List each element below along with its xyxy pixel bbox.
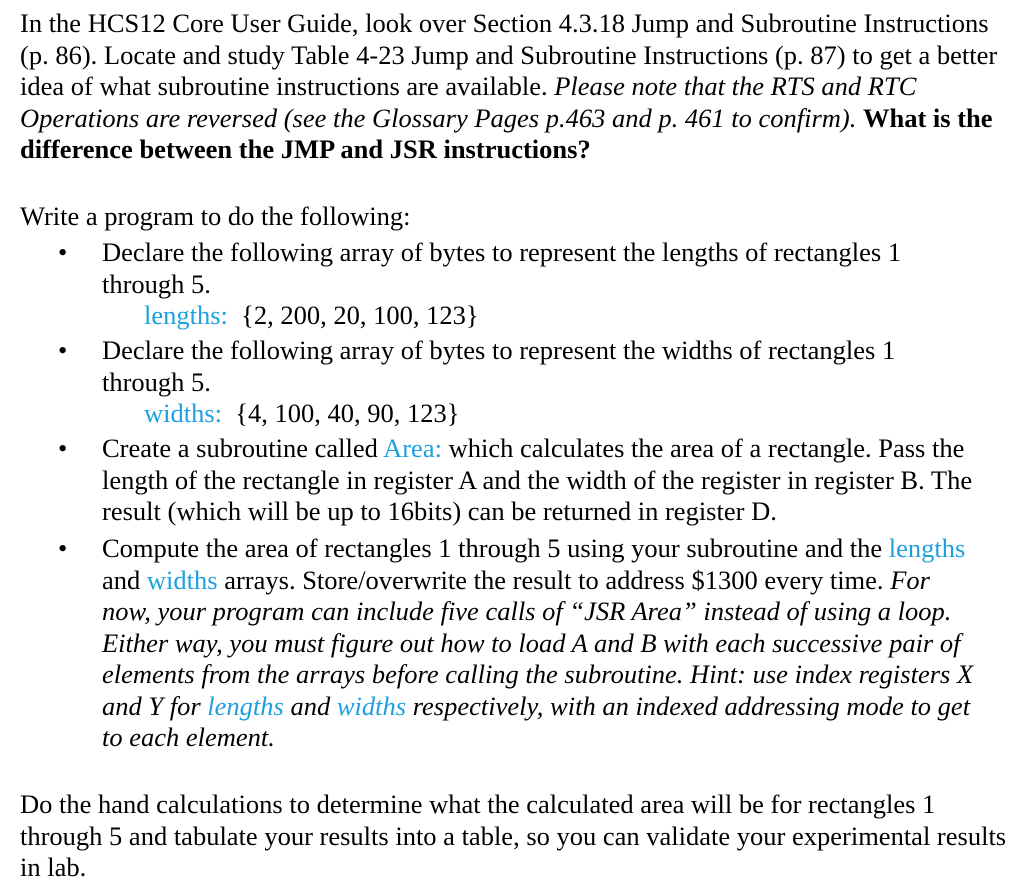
list-item	[0, 533, 982, 754]
bullet-symbol: •	[58, 237, 68, 267]
intro-question: What is the difference between the JMP and JSR instructions?	[20, 102, 993, 164]
bullet-text: Create a subroutine called	[102, 433, 384, 463]
bullet-italic-text: For now, your program can include five calls of “JSR Area” instead of using a loop. Either way, you must figure out how to load A and B with each successive pair of elements from the arrays before calling the subroutine. Hint: use index registers X and Y for	[102, 564, 974, 721]
area-keyword: Area:	[383, 433, 442, 463]
lengths-values: {2, 200, 20, 100, 123}	[241, 300, 479, 330]
bullet-symbol: •	[58, 533, 68, 563]
bullet-symbol: •	[58, 335, 68, 365]
bullet-italic-text: and	[283, 690, 337, 721]
bullet-text: which calculates the area of a rectangle. Pass the length of the rectangle in register A and the width of the register in register B. The result (which will be up to 16bits) can be returned in register D.	[102, 433, 973, 526]
widths-keyword: widths	[146, 564, 218, 595]
widths-array	[102, 398, 982, 430]
list-item	[0, 237, 982, 332]
bullet-text: Compute the area of rectangles 1 through 5 using your subroutine and the	[102, 533, 889, 563]
bullet-list-item-1	[0, 237, 1020, 332]
bullet-text: and	[102, 564, 147, 595]
list-item	[0, 335, 982, 430]
widths-keyword: widths	[336, 690, 407, 721]
widths-values: {4, 100, 40, 90, 123}	[235, 398, 460, 428]
intro-note: Please note that the RTS and RTC Operations are reversed (see the Glossary Pages p.463 and p. 461 to confirm).	[20, 71, 917, 133]
lengths-keyword: lengths	[888, 533, 966, 563]
intro-paragraph	[20, 8, 1010, 166]
bullet-list-item-3	[0, 433, 1020, 528]
bullet-symbol: •	[58, 433, 68, 463]
intro-text: In the HCS12 Core User Guide, look over Section 4.3.18 Jump and Subroutine Instructions (p. 86). Locate and study Table 4-23 Jump and Subroutine Instructions (p. 87) to get a better idea of what subroutine instructions are available.	[20, 8, 998, 101]
bullet-text: Declare the following array of bytes to represent the widths of rectangles 1 through 5.	[102, 335, 896, 397]
bullet-text: arrays. Store/overwrite the result to address $1300 every time.	[217, 564, 891, 595]
widths-label: widths:	[144, 398, 223, 428]
bullet-list-item-4	[0, 533, 1020, 754]
bullet-text: Declare the following array of bytes to represent the lengths of rectangles 1 through 5.	[102, 237, 902, 299]
lengths-array	[102, 300, 982, 332]
program-heading: Write a program to do the following:	[20, 201, 411, 231]
lengths-label: lengths:	[144, 300, 228, 330]
bullet-italic-text: respectively, with an indexed addressing mode to get to each element.	[102, 690, 971, 752]
list-item	[0, 433, 982, 528]
bullet-list-item-2	[0, 335, 1020, 430]
closing-paragraph: Do the hand calculations to determine what the calculated area will be for rectangles 1 through 5 and tabulate your results into a table, so you can validate your experimental results in lab.	[20, 789, 1007, 882]
lengths-keyword: lengths	[207, 690, 284, 721]
